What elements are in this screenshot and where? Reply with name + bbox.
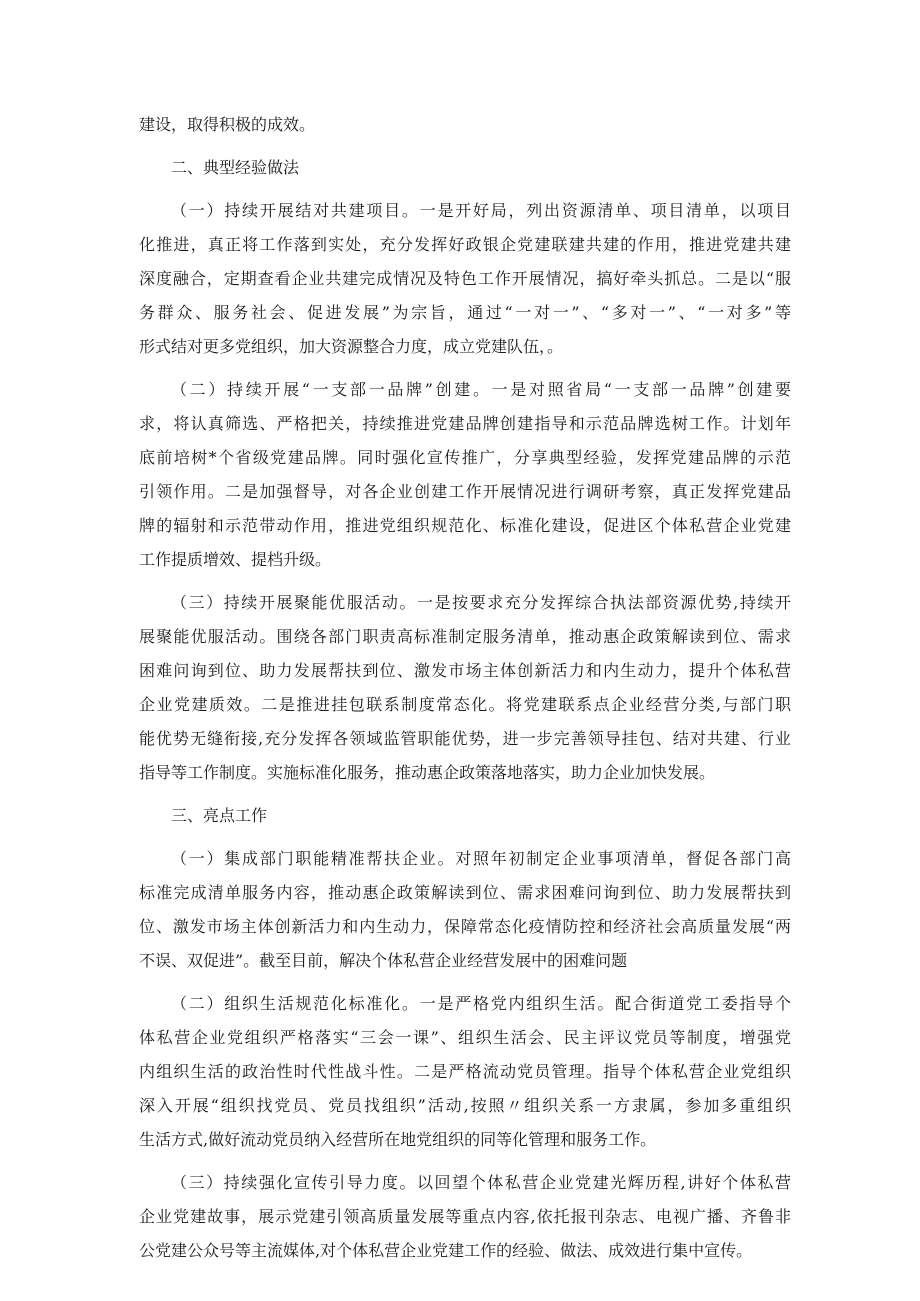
paragraph-line: 底前培树*个省级党建品牌。同时强化宣传推广，分享典型经验，发挥党建品牌的示范: [139, 448, 791, 467]
paragraph: [139, 194, 791, 364]
paragraph-line: 企业党建质效。二是推进挂包联系制度常态化。将党建联系点企业经营分类,与部门职: [139, 695, 791, 714]
paragraph-line: 建设，取得积极的成效。: [139, 115, 316, 134]
paragraph: [139, 108, 791, 142]
paragraph-line: 务群众、服务社会、促进发展”为宗旨，通过“一对一”、“多对一”、“一对多”等: [139, 303, 791, 322]
paragraph-line: 指导等工作制度。实施标准化服务，推动惠企政策落地落实，助力企业加快发展。: [139, 763, 716, 782]
paragraph-line: 内组织生活的政治性时代性战斗性。二是严格流动党员管理。指导个体私营企业党组织: [139, 1062, 791, 1081]
paragraph-line: 困难问询到位、助力发展帮扶到位、激发市场主体创新活力和内生动力，提升个体私营: [139, 661, 791, 680]
paragraph-line: （三）持续强化宣传引导力度。以回望个体私营企业党建光辉历程,讲好个体私营: [171, 1173, 791, 1192]
paragraph-line: 位、激发市场主体创新活力和内生动力，保障常态化疫情防控和经济社会高质量发展“两: [139, 917, 791, 936]
paragraph-line: 化推进，真正将工作落到实处，充分发挥好政银企党建联建共建的作用，推进党建共建: [139, 235, 791, 254]
paragraph-line: （三）持续开展聚能优服活动。一是按要求充分发挥综合执法部资源优势,持续开: [171, 593, 791, 612]
paragraph-line: （二）持续开展“一支部一品牌”创建。一是对照省局“一支部一品牌”创建要: [171, 380, 791, 399]
paragraph-line: 工作提质增效、提档升级。: [139, 550, 332, 569]
paragraph-line: （二）组织生活规范化标准化。一是严格党内组织生活。配合街道党工委指导个: [171, 994, 791, 1013]
paragraph-line: 展聚能优服活动。围绕各部门职责高标准制定服务清单，推动惠企政策解读到位、需求: [139, 627, 791, 646]
paragraph-line: 公党建公众号等主流媒体,对个体私营企业党建工作的经验、做法、成效进行集中宣传。: [139, 1241, 753, 1260]
paragraph-line: 形式结对更多党组织，加大资源整合力度，成立党建队伍，。: [139, 337, 564, 356]
document-body: [139, 108, 791, 1277]
paragraph-line: 标准完成清单服务内容，推动惠企政策解读到位、需求困难问询到位、助力发展帮扶到: [139, 883, 791, 902]
paragraph-line: （一）持续开展结对共建项目。一是开好局，列出资源清单、项目清单，以项目: [171, 201, 791, 220]
section-heading: 三、亮点工作: [171, 806, 268, 825]
paragraph: [139, 987, 791, 1157]
paragraph-line: 深度融合，定期查看企业共建完成情况及特色工作开展情况，搞好牵头抓总。二是以“服: [139, 269, 791, 288]
paragraph: [139, 373, 791, 577]
paragraph-line: 体私营企业党组织严格落实“三会一课”、组织生活会、民主评议党员等制度，增强党: [139, 1028, 791, 1047]
paragraph-line: 不误、双促进”。截至目前，解决个体私营企业经营发展中的困难问题: [139, 951, 628, 970]
section-heading: 二、典型经验做法: [171, 158, 300, 177]
paragraph-line: 能优势无缝衔接,充分发挥各领域监管职能优势，进一步完善领导挂包、结对共建、行业: [139, 729, 791, 748]
paragraph: [139, 586, 791, 790]
paragraph-line: 深入开展“组织找党员、党员找组织”活动,按照〃组织关系一方隶属，参加多重组织: [139, 1096, 791, 1115]
paragraph: [139, 1166, 791, 1268]
paragraph-line: （一）集成部门职能精准帮扶企业。对照年初制定企业事项清单，督促各部门高: [171, 849, 791, 868]
paragraph-line: 牌的辐射和示范带动作用，推进党组织规范化、标准化建设，促进区个体私营企业党建: [139, 516, 791, 535]
paragraph: [139, 842, 791, 978]
paragraph-line: 求，将认真筛选、严格把关，持续推进党建品牌创建指导和示范品牌选树工作。计划年: [139, 414, 791, 433]
paragraph-line: 企业党建故事，展示党建引领高质量发展等重点内容,依托报刊杂志、电视广播、齐鲁非: [139, 1207, 791, 1226]
paragraph-line: 生活方式,做好流动党员纳入经营所在地党组织的同等化管理和服务工作。: [139, 1130, 657, 1149]
paragraph-line: 引领作用。二是加强督导，对各企业创建工作开展情况进行调研考察，真正发挥党建品: [139, 482, 791, 501]
